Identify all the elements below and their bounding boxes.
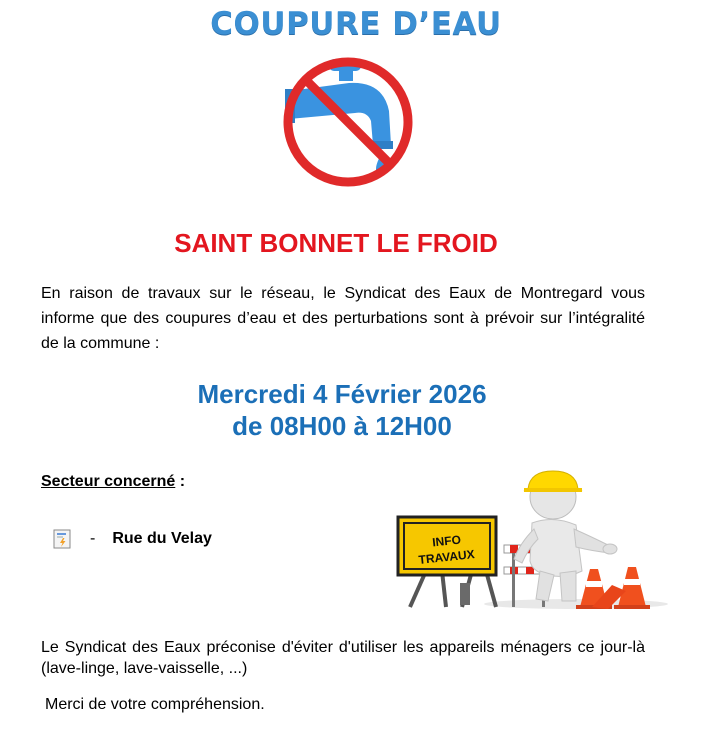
sign-text-line1: INFO [431, 532, 462, 550]
construction-worker-icon [396, 467, 672, 610]
outage-date-block [0, 378, 684, 442]
sector-label: Secteur concerné [41, 473, 176, 490]
thanks-line: Merci de votre compréhension. [45, 696, 265, 713]
sector-heading [41, 473, 185, 491]
street-name: Rue du Velay [112, 530, 212, 547]
advice-paragraph: Le Syndicat des Eaux préconise d'éviter d'utiliser les appareils ménagers ce jour-là (lave-linge, lave-vaisselle, ...) [41, 639, 645, 677]
outage-date: Mercredi 4 Février 2026 [197, 379, 487, 409]
outage-time: de 08H00 à 12H00 [232, 411, 452, 441]
sign-text-line2: TRAVAUX [417, 547, 476, 567]
bullet-dash: - [90, 530, 96, 547]
street-list-item [53, 528, 212, 550]
no-water-tap-icon [275, 53, 420, 193]
notice-title: COUPURE D’EAU [210, 6, 502, 42]
town-name: SAINT BONNET LE FROID [174, 228, 498, 258]
sector-colon: : [175, 473, 186, 490]
document-bullet-icon [53, 529, 71, 549]
intro-paragraph: En raison de travaux sur le réseau, le Syndicat des Eaux de Montregard vous informe que des coupures d’eau et des perturbations sont à prévoir sur l’intégralité de la commune : [41, 285, 645, 352]
